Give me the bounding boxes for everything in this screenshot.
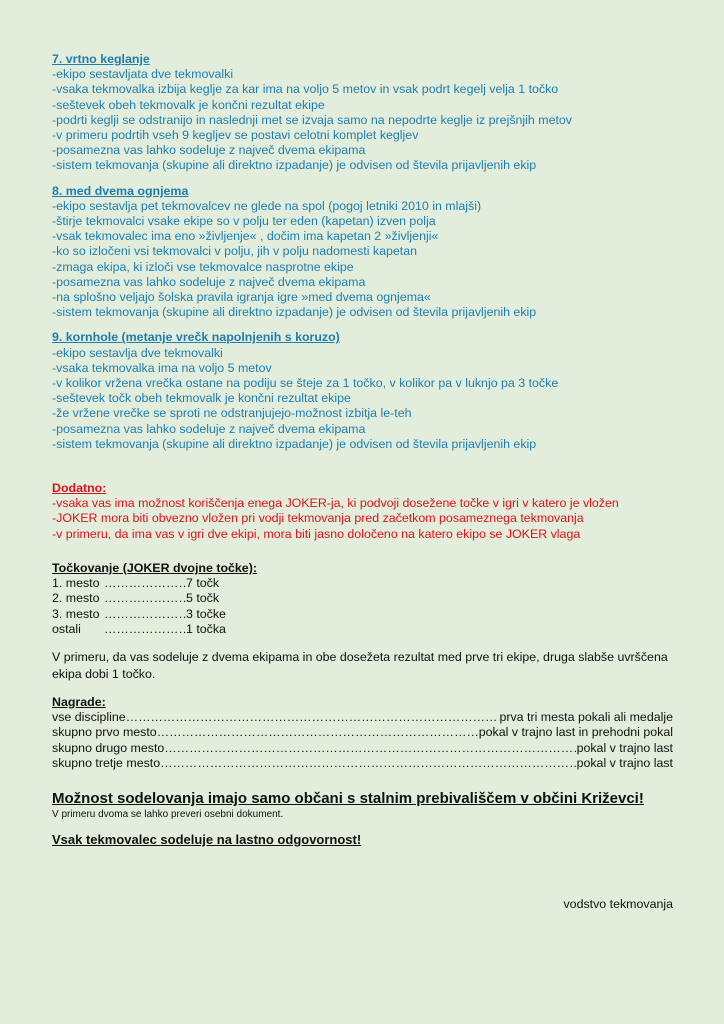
rule-item: -v primeru podrtih vseh 9 kegljev se postavi celotni komplet kegljev	[52, 128, 419, 143]
score-place: 1. mesto	[52, 576, 100, 591]
dot-leader	[104, 591, 186, 606]
score-row	[52, 622, 682, 637]
dot-leader	[164, 741, 576, 756]
score-row	[52, 576, 682, 591]
signature: vodstvo tekmovanja	[563, 897, 673, 911]
responsibility-notice: Vsak tekmovalec sodeluje na lastno odgovornost!	[52, 831, 362, 847]
score-place: 2. mesto	[52, 591, 100, 606]
score-place: 3. mesto	[52, 606, 100, 621]
award-category: skupno prvo mesto	[52, 725, 157, 740]
rule-item: -vsaka tekmovalka ima na voljo 5 metov	[52, 360, 272, 375]
award-prize: pokal v trajno last	[576, 755, 673, 770]
section-title: 8. med dvema ognjema	[52, 183, 189, 198]
section-dodatno	[52, 481, 682, 542]
rule-item: -seštevek obeh tekmovalk je končni rezultat ekipe	[52, 97, 325, 112]
rule-item: -vsaka tekmovalka izbija keglje za kar ima na voljo 5 metov in vsak podrt kegelj velja 1 točko	[52, 82, 559, 97]
residence-notice: Možnost sodelovanja imajo samo občani s stalnim prebivališčem v občini Križevci!	[52, 789, 644, 807]
nagrade-title: Nagrade:	[52, 694, 106, 709]
section-med-dvema-ognjema	[52, 184, 682, 321]
dot-leader	[104, 622, 186, 637]
score-place: ostali	[52, 621, 81, 636]
award-row	[52, 710, 673, 725]
rule-item: -na splošno veljajo šolska pravila igranja igre »med dvema ognjema«	[52, 290, 431, 305]
award-category: skupno tretje mesto	[52, 755, 161, 770]
dodatno-item: -JOKER mora biti obvezno vložen pri vodji tekmovanja pred začetkom posameznega tekmovanja	[52, 511, 584, 526]
tockovanje-title: Točkovanje (JOKER dvojne točke):	[52, 560, 257, 575]
score-points: 1 točka	[186, 621, 226, 636]
rule-item: -štirje tekmovalci vsake ekipe so v polju ter eden (kapetan) izven polja	[52, 214, 436, 229]
award-prize: pokal v trajno last in prehodni pokal	[478, 725, 673, 740]
rule-item: -posamezna vas lahko sodeluje z največ dvema ekipama	[52, 421, 366, 436]
dot-leader	[104, 607, 186, 622]
document-check-note: V primeru dvoma se lahko preveri osebni dokument.	[52, 808, 284, 820]
dodatno-title: Dodatno:	[52, 481, 107, 496]
rule-item: -ekipo sestavlja pet tekmovalcev ne glede na spol (pogoj letniki 2010 in mlajši)	[52, 198, 482, 213]
dot-leader	[104, 576, 186, 591]
rule-item: -ekipo sestavljata dve tekmovalki	[52, 67, 234, 82]
score-points: 3 točke	[186, 606, 226, 621]
rule-item: -sistem tekmovanja (skupine ali direktno izpadanje) je odvisen od števila prijavljenih ekip	[52, 305, 537, 320]
section-tockovanje	[52, 561, 682, 683]
score-row	[52, 607, 682, 622]
score-points: 5 točk	[186, 591, 220, 606]
dot-leader	[157, 725, 479, 740]
rule-item: -sistem tekmovanja (skupine ali direktno izpadanje) je odvisen od števila prijavljenih ekip	[52, 158, 537, 173]
award-row	[52, 756, 673, 771]
award-prize: pokal v trajno last	[576, 740, 673, 755]
dodatno-item: -v primeru, da ima vas v igri dve ekipi, mora biti jasno določeno na katero ekipo se JOKER vlaga	[52, 526, 581, 541]
rule-item: -ko so izločeni vsi tekmovalci v polju, jih v polju nadomesti kapetan	[52, 244, 418, 259]
section-notice	[52, 790, 682, 849]
rule-item: -v kolikor vržena vrečka ostane na podiju se šteje za 1 točko, v kolikor pa v luknjo pa 3 točke	[52, 376, 559, 391]
score-row	[52, 591, 682, 606]
dot-leader	[160, 756, 576, 771]
section-title: 9. kornhole (metanje vrečk napolnjenih s koruzo)	[52, 330, 340, 345]
document-page	[52, 52, 682, 849]
section-nagrade	[52, 695, 682, 771]
award-row	[52, 725, 673, 740]
section-vrtno-keglanje	[52, 52, 682, 174]
section-kornhole	[52, 330, 682, 452]
award-category: vse discipline	[52, 710, 126, 725]
rule-item: -sistem tekmovanja (skupine ali direktno izpadanje) je odvisen od števila prijavljenih ekip	[52, 436, 537, 451]
rule-item: -ekipo sestavlja dve tekmovalki	[52, 345, 223, 360]
dot-leader	[126, 710, 500, 725]
rule-item: -podrti keglji se odstranijo in naslednji met se izvaja samo na nepodrte keglje iz prejšnjih metov	[52, 112, 572, 127]
rule-item: -posamezna vas lahko sodeluje z največ dvema ekipama	[52, 143, 366, 158]
tockovanje-note: V primeru, da vas sodeluje z dvema ekipama in obe dosežeta rezultat med prve tri ekipe, druga slabše uvrščena ekipa dobi 1 točko.	[52, 649, 668, 681]
award-category: skupno drugo mesto	[52, 740, 165, 755]
rule-item: -že vržene vrečke se sproti ne odstranjujejo-možnost izbitja le-teh	[52, 406, 412, 421]
rule-item: -vsak tekmovalec ima eno »življenje« , dočim ima kapetan 2 »življenji«	[52, 229, 439, 244]
section-title: 7. vrtno keglanje	[52, 52, 150, 66]
rule-item: -seštevek točk obeh tekmovalk je končni rezultat ekipe	[52, 391, 351, 406]
rule-item: -zmaga ekipa, ki izloči vse tekmovalce nasprotne ekipe	[52, 259, 354, 274]
dodatno-item: -vsaka vas ima možnost koriščenja enega JOKER-ja, ki podvoji dosežene točke v igri v katero je vložen	[52, 496, 619, 511]
award-prize: prva tri mesta pokali ali medalje	[499, 710, 673, 725]
score-points: 7 točk	[186, 576, 220, 591]
award-row	[52, 741, 673, 756]
rule-item: -posamezna vas lahko sodeluje z največ dvema ekipama	[52, 274, 366, 289]
